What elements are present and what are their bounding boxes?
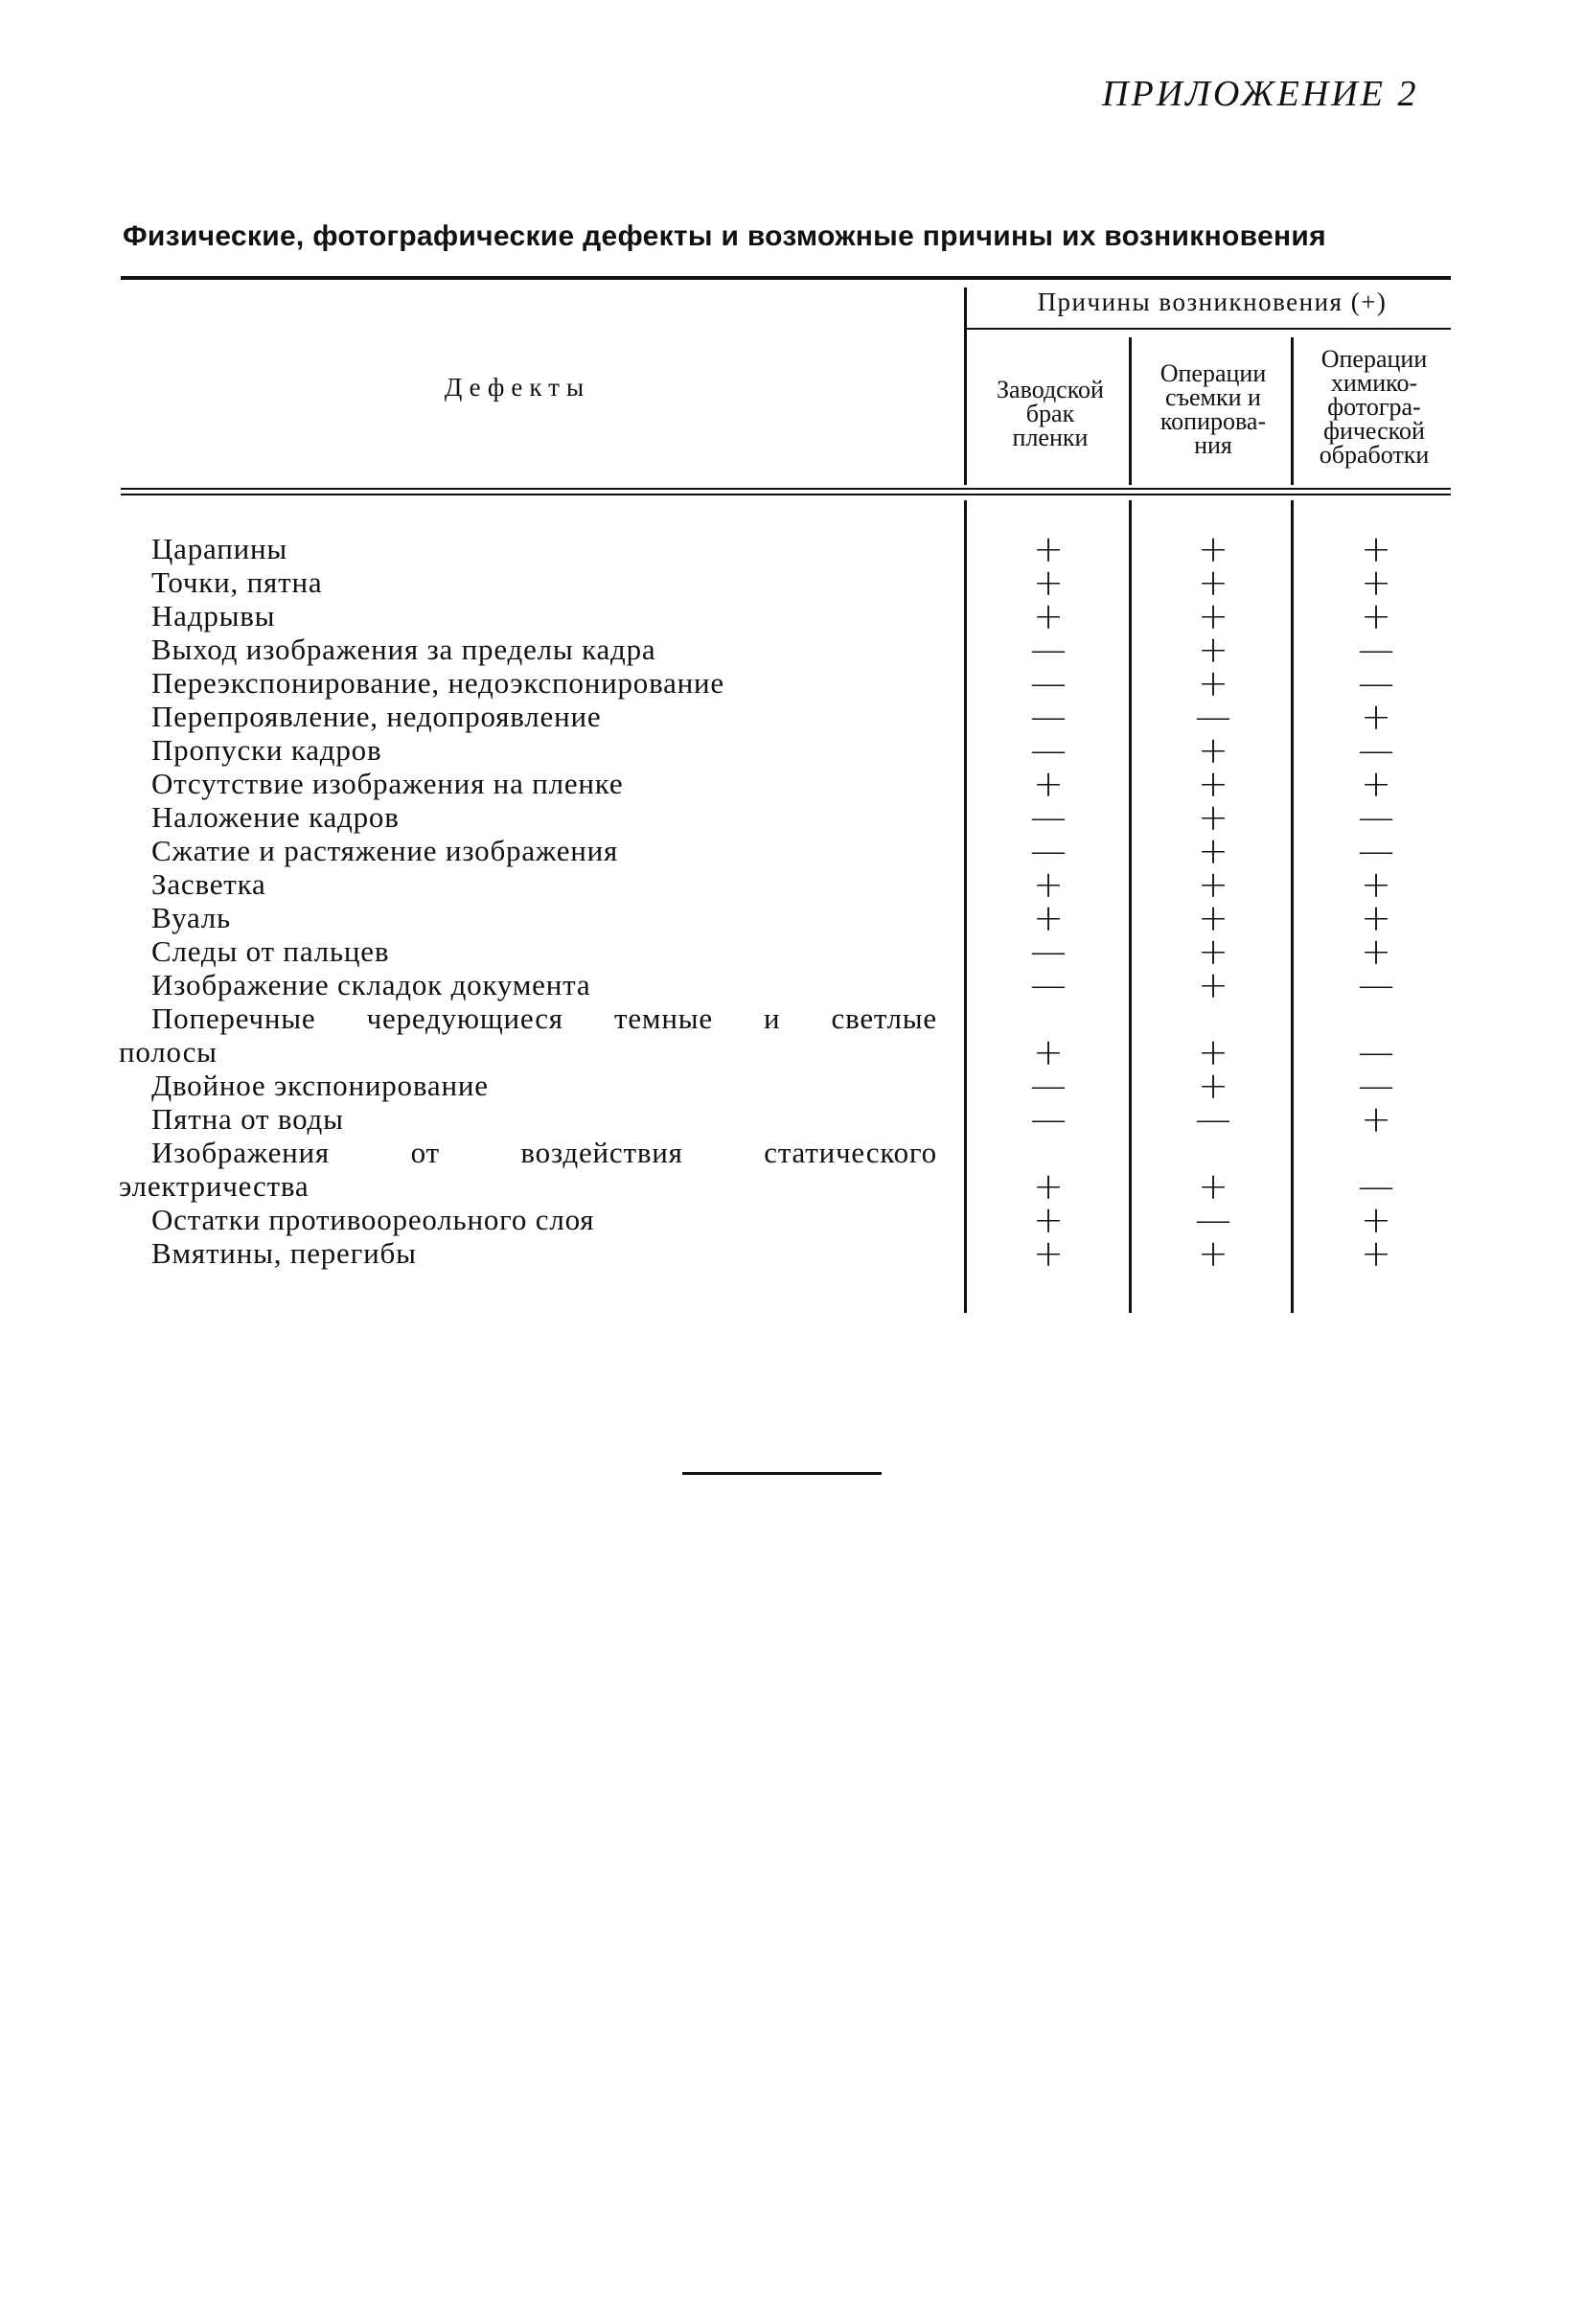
mark-factory: — (1030, 964, 1067, 1006)
table-top-rule (121, 276, 1451, 280)
table-row (0, 897, 1584, 939)
mark-shooting: + (1198, 863, 1228, 906)
mark-factory: + (1033, 562, 1064, 604)
defect-name: Пятна от воды (151, 1102, 344, 1136)
mark-processing: + (1361, 931, 1391, 973)
defect-name: Двойное экспонирование (151, 1069, 489, 1102)
table-row (0, 830, 1584, 872)
mark-shooting: + (1198, 562, 1228, 604)
mark-factory: — (1030, 1098, 1067, 1140)
mark-processing: — (1358, 662, 1394, 704)
defect-name: Выход изображения за пределы кадра (151, 633, 656, 666)
appendix-label: ПРИЛОЖЕНИЕ 2 (1102, 74, 1419, 114)
defect-name: Переэкспонирование, недоэкспонирование (151, 666, 724, 700)
causes-header-rule (964, 328, 1451, 330)
mark-shooting: + (1198, 796, 1228, 839)
defect-name: Вуаль (151, 901, 231, 934)
mark-factory: + (1033, 763, 1064, 805)
defect-name: Царапины (151, 532, 287, 565)
table-row (0, 1232, 1584, 1275)
header-bottom-rule-1 (121, 488, 1451, 490)
mark-shooting: + (1198, 1232, 1228, 1275)
defect-name: Сжатие и растяжение изображения (151, 834, 619, 867)
table-row (0, 1001, 1584, 1073)
mark-shooting: — (1195, 696, 1231, 738)
mark-factory: + (1033, 897, 1064, 939)
mark-factory: — (1030, 729, 1067, 771)
table-row (0, 796, 1584, 839)
mark-processing: — (1358, 796, 1394, 839)
header-bottom-rule-2 (121, 494, 1451, 495)
mark-shooting: + (1198, 729, 1228, 771)
mark-shooting: + (1198, 897, 1228, 939)
mark-processing: + (1361, 1199, 1391, 1241)
defect-name: Засветка (151, 867, 266, 901)
mark-processing: + (1361, 696, 1391, 738)
table-row (0, 1136, 1584, 1208)
defect-name: Отсутствие изображения на пленке (151, 767, 624, 800)
mark-factory: — (1030, 662, 1067, 704)
mark-factory: + (1033, 1031, 1064, 1073)
mark-processing: — (1358, 964, 1394, 1006)
defect-name: Изображения от воздействия статического (151, 1136, 937, 1169)
mark-processing: + (1361, 897, 1391, 939)
mark-shooting: + (1198, 1065, 1228, 1107)
column-header-shooting-copying: Операции съемки и копирова- ния (1159, 359, 1267, 459)
defect-name: Пропуски кадров (151, 733, 382, 767)
causes-group-header: Причины возникновения (+) (1037, 288, 1388, 316)
mark-shooting: + (1198, 1165, 1228, 1208)
mark-shooting: + (1198, 595, 1228, 637)
table-row (0, 729, 1584, 771)
defect-name: Точки, пятна (151, 565, 323, 599)
mark-shooting: — (1195, 1098, 1231, 1140)
mark-factory: — (1030, 1065, 1067, 1107)
mark-processing: — (1358, 1031, 1394, 1073)
defect-name-continuation: электричества (119, 1169, 310, 1203)
document-title: Физические, фотографические дефекты и возможные причины их возникновения (123, 220, 1326, 252)
mark-shooting: + (1198, 662, 1228, 704)
column-header-factory-defect: Заводской брак пленки (997, 376, 1104, 451)
mark-processing: — (1358, 1165, 1394, 1208)
defect-name: Следы от пальцев (151, 934, 390, 968)
mark-processing: — (1358, 1065, 1394, 1107)
mark-factory: + (1033, 528, 1064, 570)
table-row (0, 1199, 1584, 1241)
table-row (0, 595, 1584, 637)
table-row (0, 562, 1584, 604)
defect-name: Наложение кадров (151, 800, 400, 834)
mark-processing: — (1358, 830, 1394, 872)
table-row (0, 964, 1584, 1006)
mark-factory: + (1033, 863, 1064, 906)
table-row (0, 629, 1584, 671)
defect-name: Перепроявление, недопроявление (151, 700, 602, 733)
mark-factory: — (1030, 629, 1067, 671)
column-header-chemical-processing: Операции химико- фотогра- фической обработки (1319, 345, 1430, 469)
table-row (0, 863, 1584, 906)
mark-factory: + (1033, 1165, 1064, 1208)
table-row (0, 931, 1584, 973)
defect-name: Надрывы (151, 599, 276, 633)
mark-processing: + (1361, 528, 1391, 570)
table-row (0, 662, 1584, 704)
mark-shooting: + (1198, 964, 1228, 1006)
defect-name: Изображение складок документа (151, 968, 591, 1001)
defects-column-header: Дефекты (444, 373, 591, 402)
table-row (0, 696, 1584, 738)
defect-name: Вмятины, перегибы (151, 1236, 417, 1270)
end-of-appendix-rule (682, 1472, 882, 1475)
defect-name-continuation: полосы (119, 1035, 218, 1069)
mark-factory: — (1030, 696, 1067, 738)
mark-processing: + (1361, 1232, 1391, 1275)
mark-shooting: + (1198, 1031, 1228, 1073)
mark-processing: + (1361, 1098, 1391, 1140)
mark-shooting: + (1198, 830, 1228, 872)
mark-processing: — (1358, 629, 1394, 671)
defect-name: Поперечные чередующиеся темные и светлые (151, 1001, 937, 1035)
mark-shooting: + (1198, 763, 1228, 805)
table-row (0, 1065, 1584, 1107)
mark-processing: + (1361, 863, 1391, 906)
table-row (0, 1098, 1584, 1140)
defect-name: Остатки противоореольного слоя (151, 1203, 595, 1236)
mark-processing: + (1361, 562, 1391, 604)
mark-shooting: + (1198, 629, 1228, 671)
mark-factory: + (1033, 595, 1064, 637)
table-row (0, 528, 1584, 570)
mark-processing: — (1358, 729, 1394, 771)
mark-factory: — (1030, 796, 1067, 839)
mark-shooting: + (1198, 931, 1228, 973)
mark-factory: + (1033, 1199, 1064, 1241)
mark-processing: + (1361, 595, 1391, 637)
mark-shooting: — (1195, 1199, 1231, 1241)
mark-factory: — (1030, 830, 1067, 872)
mark-shooting: + (1198, 528, 1228, 570)
mark-factory: — (1030, 931, 1067, 973)
mark-factory: + (1033, 1232, 1064, 1275)
mark-processing: + (1361, 763, 1391, 805)
table-row (0, 763, 1584, 805)
column-divider-1 (964, 288, 967, 485)
